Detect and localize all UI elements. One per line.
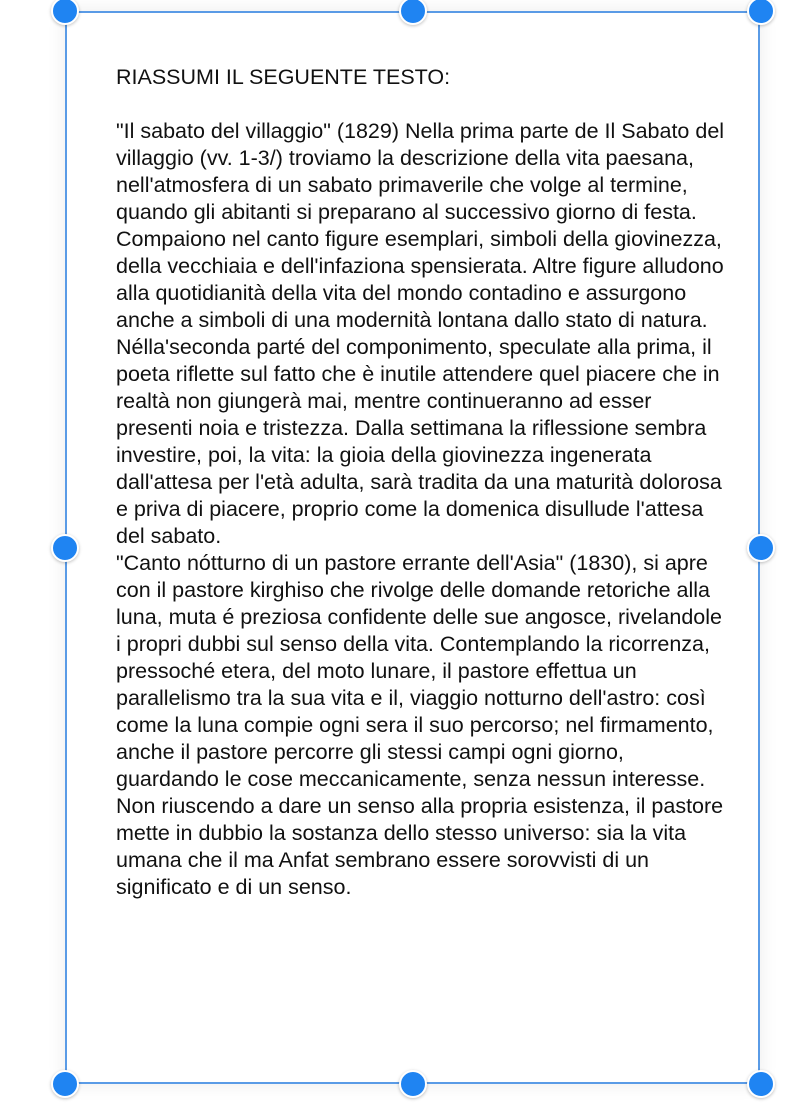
paragraph-canto-notturno: "Canto nótturno di un pastore errante dell'Asia" (1830), si apre con il pastore kirghiso che rivolge delle domande retoriche alla luna, muta é preziosa confidente delle sue angosce, rivelandole i propri dubbi sul senso della vita. Contemplando la ricorrenza, pressoché etera, del moto lunare, il pastore effettua un parallelismo tra la sua vita e il, viaggio notturno dell'astro: così come la luna compie ogni sera il suo percorso; nel firmamento, anche il pastore percorre gli stessi campi ogni giorno, guardando le cose meccanicamente, senza nessun interesse. Non riuscendo a dare un senso alla propria esistenza, il pastore mette in dubbio la sostanza dello stesso universo: sia la vita umana che il ma Anfat sembrano essere sorovvisti di un significato e di un senso. xyxy=(116,551,724,899)
resize-handle-bottom-right[interactable] xyxy=(747,1070,775,1098)
resize-handle-bottom-left[interactable] xyxy=(51,1070,79,1098)
resize-handle-middle-right[interactable] xyxy=(747,534,775,562)
paragraph-sabato-villaggio: "Il sabato del villaggio" (1829) Nella prima parte de Il Sabato del villaggio (vv. 1-3/) troviamo la descrizione della vita paesana, nell'atmosfera di un sabato primaverile che volge al termine, quando gli abitanti si preparano al successivo giorno di festa. Compaiono nel canto figure esemplari, simboli della giovinezza, della vecchiaia e dell'infaziona spensierata. Altre figure alludono alla quotidianità della vita del mondo contadino e assurgono anche a simboli di una modernità lontana dallo stato di natura. Nélla'seconda parté del componimento, speculate alla prima, il poeta riflette sul fatto che è inutile attendere quel piacere che in realtà non giungerà mai, mentre continueranno ad esser presenti noia e tristezza. Dalla settimana la riflessione sembra investire, poi, la vita: la gioia della giovinezza ingenerata dall'attesa per l'età adulta, sarà tradita da una maturità dolorosa e priva di piacere, proprio come la domenica disullude l'attesa del sabato. xyxy=(116,119,725,548)
resize-handle-middle-left[interactable] xyxy=(51,534,79,562)
document-heading: RIASSUMI IL SEGUENTE TESTO: xyxy=(116,65,451,89)
resize-handle-bottom-center[interactable] xyxy=(399,1070,427,1098)
resize-handle-top-right[interactable] xyxy=(747,0,775,25)
document-text-block xyxy=(116,64,726,901)
